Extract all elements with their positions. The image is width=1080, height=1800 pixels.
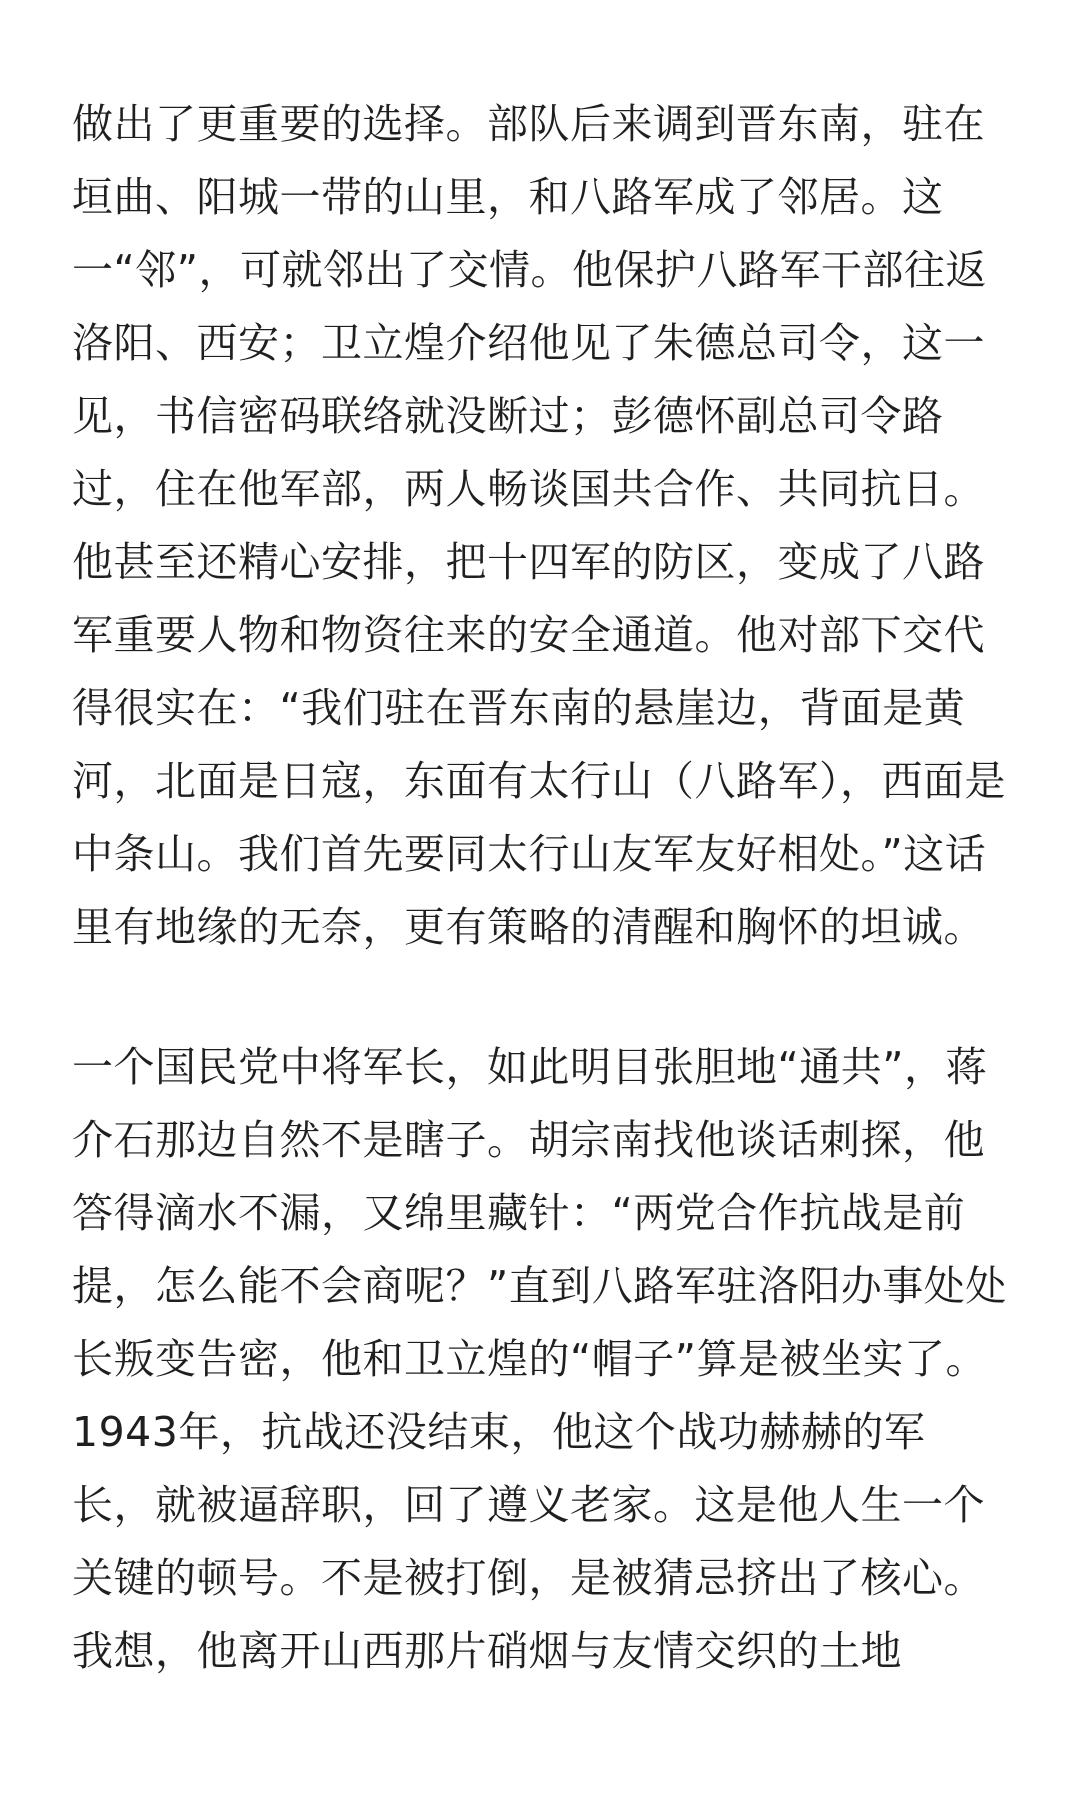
paragraph-2: 一个国民党中将军长，如此明目张胆地“通共”，蒋介石那边自然不是瞎子。胡宗南找他谈话刺探，他答得滴水不漏，又绵里藏针：“两党合作抗战是前提，怎么能不会商呢？”直到八路军驻洛阳办事处处长叛变告密，他和卫立煌的“帽子”算是被坐实了。1943年，抗战还没结束，他这个战功赫赫的军长，就被逼辞职，回了遵义老家。这是他人生一个关键的顿号。不是被打倒，是被猜忌挤出了核心。我想，他离开山西那片硝烟与友情交织的土地: [72, 1043, 1007, 1675]
paragraph-1: 做出了更重要的选择。部队后来调到晋东南，驻在垣曲、阳城一带的山里，和八路军成了邻居。这一“邻”，可就邻出了交情。他保护八路军干部往返洛阳、西安；卫立煌介绍他见了朱德总司令，这一见，书信密码联络就没断过；彭德怀副总司令路过，住在他军部，两人畅谈国共合作、共同抗日。他甚至还精心安排，把十四军的防区，变成了八路军重要人物和物资往来的安全通道。他对部下交代得很实在：“我们驻在晋东南的悬崖边，背面是黄河，北面是日寇，东面有太行山（八路军），西面是中条山。我们首先要同太行山友军友好相处。”这话里有地缘的无奈，更有策略的清醒和胸怀的坦诚。: [72, 100, 1006, 951]
